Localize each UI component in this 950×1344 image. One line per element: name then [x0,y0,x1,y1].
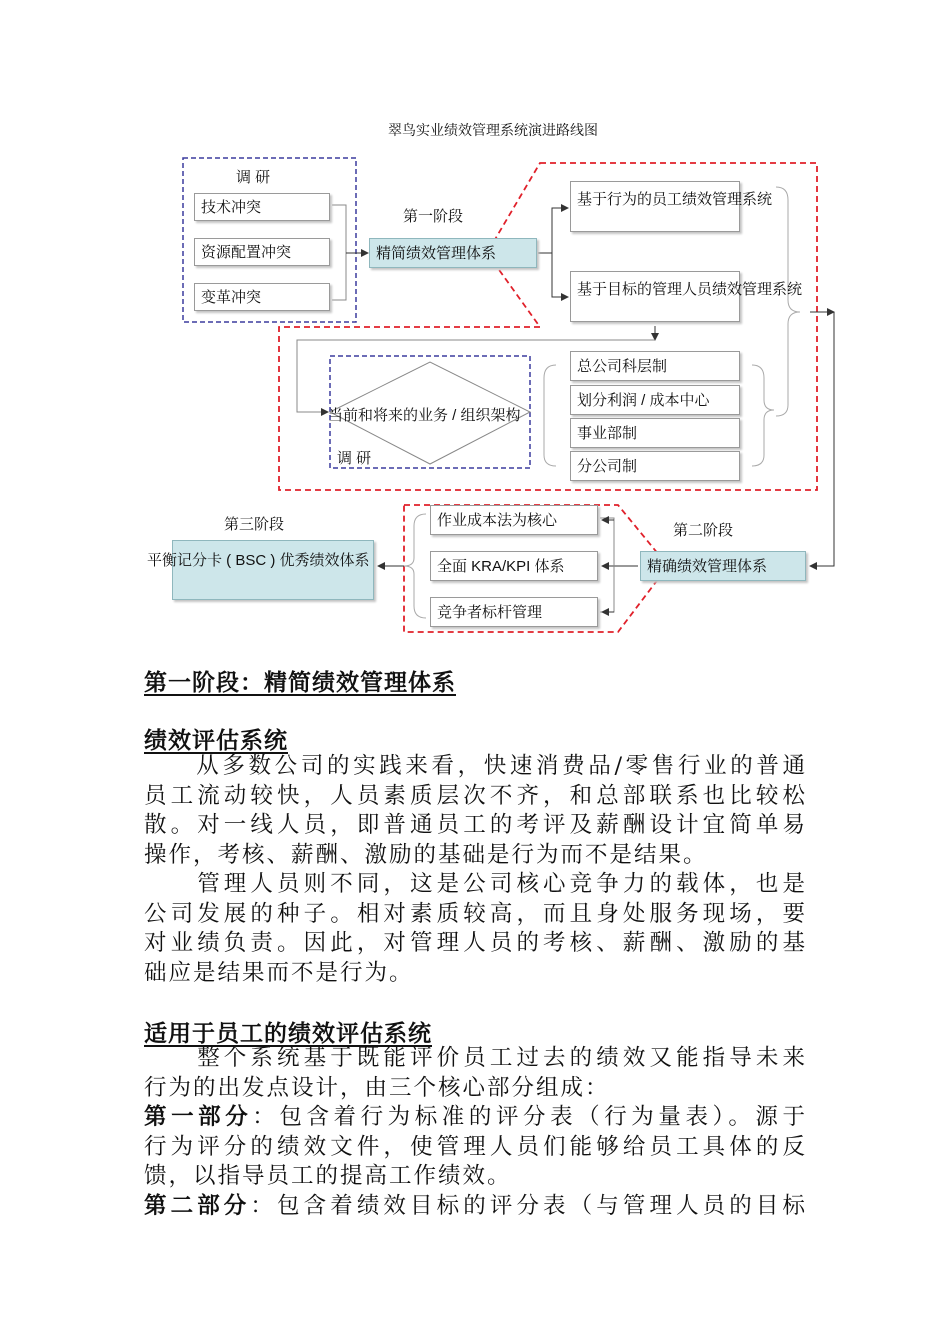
org-item-hierarchy: 总公司科层制 [570,351,740,381]
text-line [144,1103,807,1133]
branch-behavior-system [570,181,773,232]
section-title-evaluation-system: 绩效评估系统 [144,727,288,754]
part2-label: 第二部分 [144,1193,251,1219]
diagram-title: 翠鸟实业绩效管理系统演进路线图 [388,122,598,138]
text-line: 公司发展的种子。相对素质较高，而且身处服务现场，要 [144,900,807,927]
text-line: 员工流动较快，人员素质层次不齐，和总部联系也比较松 [144,782,807,809]
text-line: 管理人员则不同，这是公司核心竞争力的载体，也是 [144,871,807,897]
research-label: 调 研 [236,169,271,186]
research-item-resource-conflict: 资源配置冲突 [194,238,330,266]
org-item-profit-center: 划分利润 / 成本中心 [570,385,740,415]
branch-behavior-label: 基于行为的员工绩效管理系统 [577,191,773,208]
branch-goal-label: 基于目标的管理人员绩效管理系统 [577,281,803,298]
section-heading-stage1: 第一阶段：精简绩效管理体系 [144,669,456,696]
stage2-item-benchmark: 竞争者标杆管理 [430,597,598,627]
text-line: 行为的出发点设计，由三个核心部分组成： [144,1074,610,1101]
paragraph-part1 [144,1103,807,1192]
research-item-tech-conflict: 技术冲突 [194,193,330,221]
org-item-division: 事业部制 [570,418,740,448]
stage3-box [147,540,374,600]
stage3-label: 第三阶段 [224,516,285,533]
org-research-label: 调 研 [337,450,372,467]
text-line: 对业绩负责。因此，对管理人员的考核、薪酬、激励的基 [144,930,807,956]
part1-text: ：包含着行为标准的评分表（行为量表）。源于 [252,1104,807,1130]
part2-text: ：包含着绩效目标的评分表（与管理人员的目标 [250,1193,807,1219]
text-line: 础应是结果而不是行为。 [144,959,414,986]
paragraph-manager-evaluation [144,870,807,988]
stage3-box-label: 平衡记分卡 ( BSC ) 优秀绩效体系 [147,552,370,569]
org-center-label: 当前和将来的业务 / 组织架构 [328,407,521,424]
part1-label: 第一部分 [144,1104,253,1130]
text-line [144,1192,807,1222]
paragraph-staff-evaluation [144,752,807,870]
stage2-label: 第二阶段 [673,522,734,539]
stage2-item-abc: 作业成本法为核心 [430,505,598,535]
research-item-change-conflict: 变革冲突 [194,283,330,311]
paragraph-part2 [144,1192,807,1222]
paragraph-system-intro [144,1044,807,1103]
section-title-employee-system: 适用于员工的绩效评估系统 [144,1020,432,1047]
org-item-branch-company: 分公司制 [570,451,740,481]
text-line: 操作，考核、薪酬、激励的基础是行为而不是结果。 [144,841,708,868]
text-line: 馈，以指导员工的提高工作绩效。 [144,1163,512,1189]
stage2-item-kra-kpi: 全面 KRA/KPI 体系 [430,551,598,581]
text-line: 行为评分的绩效文件，使管理人员们能够给员工具体的反 [144,1133,807,1160]
text-line: 整个系统基于既能评价员工过去的绩效又能指导未来 [144,1045,807,1071]
branch-goal-system [570,271,803,322]
text-line: 从多数公司的实践来看，快速消费品/零售行业的普通 [144,753,807,779]
text-line: 散。对一线人员，即普通员工的考评及薪酬设计宜简单易 [144,812,807,838]
stage1-box: 精简绩效管理体系 [369,238,537,268]
stage2-box: 精确绩效管理体系 [640,551,806,581]
stage1-label: 第一阶段 [403,208,464,225]
